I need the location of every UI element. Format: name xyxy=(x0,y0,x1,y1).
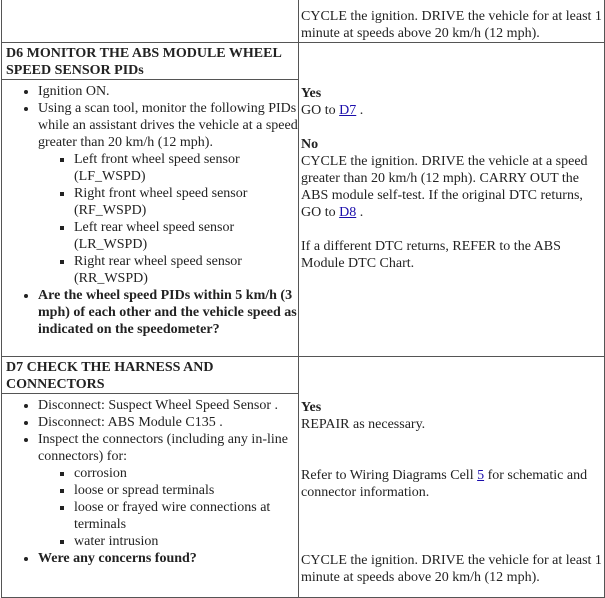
spacer xyxy=(301,501,604,552)
d7-refer-suffix: for schematic and connector information. xyxy=(301,468,588,500)
d7-link[interactable]: D7 xyxy=(339,103,357,118)
spacer xyxy=(301,221,604,238)
d7-result-cell xyxy=(299,357,605,598)
d6-no-label: No xyxy=(301,137,319,152)
list-item: • Ignition ON. xyxy=(38,83,298,100)
list-item: • Disconnect: Suspect Wheel Speed Sensor . xyxy=(38,397,298,414)
d6-yes-action xyxy=(301,102,604,119)
d7-question: • Were any concerns found? xyxy=(38,550,298,567)
list-item-text: Inspect the connectors (including any in-line connectors) for: xyxy=(38,432,288,464)
pid-item: ▪ Left rear wheel speed sensor (LR_WSPD) xyxy=(74,219,298,253)
d6-no-suffix: . xyxy=(356,205,364,220)
spacer xyxy=(301,433,604,467)
list-item-text: Using a scan tool, monitor the following PIDs while an assistant drives the vehicle at a speed greater than 20 km/h (12 mph). xyxy=(38,101,298,150)
d6-step-list xyxy=(2,83,298,338)
d8-link[interactable]: D8 xyxy=(339,205,357,220)
d7-refer-text: Refer to Wiring Diagrams Cell xyxy=(301,468,478,483)
pid-list xyxy=(38,151,298,287)
table-row xyxy=(2,0,605,43)
d7-cycle-instruction: CYCLE the ignition. DRIVE the vehicle for at least 1 minute at speeds above 20 km/h (12 mph). xyxy=(301,553,602,585)
wiring-cell-link[interactable]: 5 xyxy=(477,468,485,483)
d6-question: • Are the wheel speed PIDs within 5 km/h (3 mph) of each other and the vehicle speed as indicated on the speedometer? xyxy=(38,287,298,338)
d7-step-cell xyxy=(2,357,299,598)
list-item xyxy=(38,100,298,287)
d7-step-list xyxy=(2,397,298,567)
d7-yes-action: REPAIR as necessary. xyxy=(301,417,426,432)
d7-yes-label: Yes xyxy=(301,400,322,415)
pid-item: ▪ Right rear wheel speed sensor (RR_WSPD) xyxy=(74,253,298,287)
d6-step-cell xyxy=(2,43,299,357)
d6-title: D6 MONITOR THE ABS MODULE WHEEL SPEED SENSOR PIDs xyxy=(2,43,298,80)
pid-item: ▪ Left front wheel speed sensor (LF_WSPD) xyxy=(74,151,298,185)
list-item: • Disconnect: ABS Module C135 . xyxy=(38,414,298,431)
concern-item: ▪ corrosion xyxy=(74,465,298,482)
spacer xyxy=(301,119,604,136)
d7-refer xyxy=(301,467,604,501)
d6-yes-label: Yes xyxy=(301,86,322,101)
right-cell xyxy=(299,0,605,43)
d7-title: D7 CHECK THE HARNESS AND CONNECTORS xyxy=(2,357,298,394)
concern-list xyxy=(38,465,298,550)
d6-yes-suffix: . xyxy=(356,103,364,118)
concern-item: ▪ loose or spread terminals xyxy=(74,482,298,499)
table-row xyxy=(2,357,605,598)
concern-item: ▪ loose or frayed wire connections at terminals xyxy=(74,499,298,533)
diagnostic-table xyxy=(1,0,605,598)
concern-item: ▪ water intrusion xyxy=(74,533,298,550)
d6-result-cell xyxy=(299,43,605,357)
d6-yes-text: GO to xyxy=(301,103,340,118)
d6-no-action xyxy=(301,153,604,221)
d6-no-text: CYCLE the ignition. DRIVE the vehicle at a speed greater than 20 km/h (12 mph). CARRY OUT the ABS module self-test. If the original DTC returns, GO to xyxy=(301,154,588,220)
left-cell-empty xyxy=(2,0,299,43)
d6-different-dtc: If a different DTC returns, REFER to the ABS Module DTC Chart. xyxy=(301,239,561,271)
table-row xyxy=(2,43,605,357)
cycle-instruction: CYCLE the ignition. DRIVE the vehicle for at least 1 minute at speeds above 20 km/h (12 mph). xyxy=(301,9,602,41)
list-item xyxy=(38,431,298,550)
pid-item: ▪ Right front wheel speed sensor (RF_WSPD) xyxy=(74,185,298,219)
